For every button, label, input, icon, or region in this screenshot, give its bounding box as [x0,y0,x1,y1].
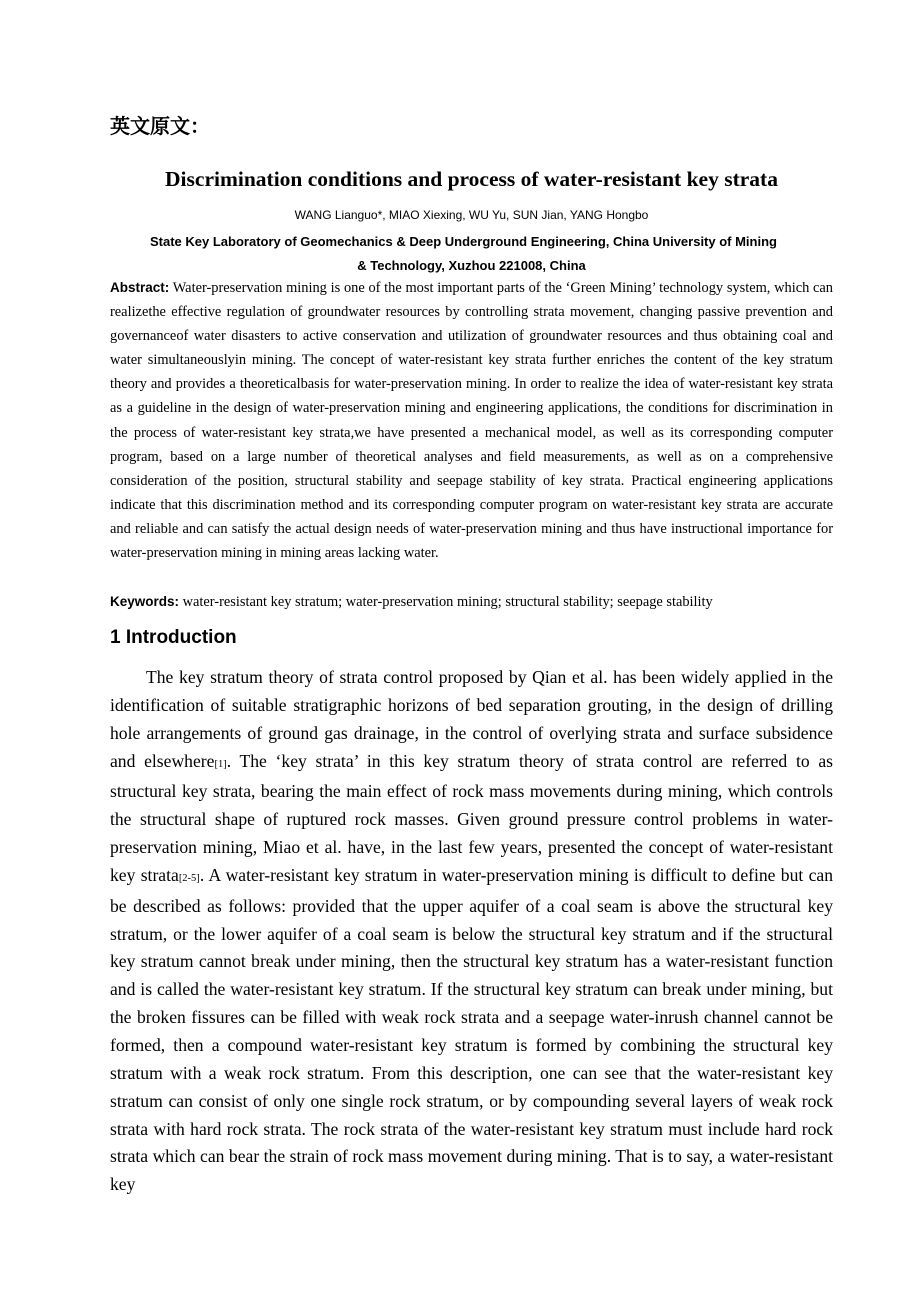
affiliation-line-1: State Key Laboratory of Geomechanics & Deep Underground Engineering, China University of Mining [150,234,777,249]
keywords-label: Keywords: [110,594,180,609]
author-list: WANG Lianguo*, MIAO Xiexing, WU Yu, SUN Jian, YANG Hongbo [294,208,649,222]
abstract [110,276,833,565]
intro-text-1: The key stratum theory of strata control proposed by Qian et al. has been widely applied in the identification of suitable stratigraphic horizons of bed separation grouting, in the design of drilling hole arrangements of ground gas drainage, in the control of overlying strata and surface subsidence and elsewhere [110,667,833,771]
intro-text-2: . The ‘key strata’ in this key stratum theory of strata control are referred to as structural key strata, bearing the main effect of rock mass movements during mining, which controls the structural shape of ruptured rock masses. Given ground pressure control problems in water-preservation mining, Miao et al. have, in the last few years, presented the concept of water-resistant key strata [110,750,833,885]
keywords-text: water-resistant key stratum; water-preservation mining; structural stability; seepage stability [179,594,713,610]
abstract-label: Abstract: [110,280,170,295]
citation-ref-1: [1] [214,758,227,770]
abstract-text: Water-preservation mining is one of the most important parts of the ‘Green Mining’ technology system, which can realizethe effective regulation of groundwater resources by controlling strata movement, changing passive prevention and governanceof water disasters to active conservation and utilization of groundwater resources and thus obtaining coal and water simultaneouslyin mining. The concept of water-resistant key strata further enriches the content of the key stratum theory and provides a theoreticalbasis for water-preservation mining. In order to realize the idea of water-resistant key strata as a guideline in the design of water-preservation mining and engineering applications, the conditions for discrimination in the process of water-resistant key strata,we have presented a mechanical model, as well as its corresponding computer program, based on a large number of theoretical analyses and field measurements, as well as on a comprehensive consideration of the position, structural stability and seepage stability of key strata. Practical engineering applications indicate that this discrimination method and its corresponding computer program on water-resistant key strata are accurate and reliable and can satisfy the actual design needs of water-preservation mining and thus have instructional importance for water-preservation mining in mining areas lacking water. [110,280,834,562]
section-heading: 1 Introduction [110,627,237,648]
affiliation [150,230,833,278]
affiliation-line-2: & Technology, Xuzhou 221008, China [357,258,586,273]
citation-ref-2: [2-5] [178,872,200,884]
chinese-section-header: 英文原文： [110,114,210,138]
introduction-paragraph [110,664,833,1199]
keywords [110,590,833,614]
paper-title: Discrimination conditions and process of water-resistant key strata [165,167,778,191]
intro-text-3: . A water-resistant key stratum in water-preservation mining is difficult to define but can be described as follows: provided that the upper aquifer of a coal seam is above the structural key stratum, or the lower aquifer of a coal seam is below the structural key stratum and if the structural key stratum cannot break under mining, then the structural key stratum has a water-resistant function and is called the water-resistant key stratum. If the structural key stratum can break under mining, but the broken fissures can be filled with weak rock strata and a seepage water-inrush channel cannot be formed, then a compound water-resistant key stratum is formed by combining the structural key stratum with a weak rock stratum. From this description, one can see that the water-resistant key stratum can consist of only one single rock stratum, or by compounding several layers of weak rock strata with hard rock strata. The rock strata of the water-resistant key stratum must include hard rock strata which can bear the strain of rock mass movement during mining. That is to say, a water-resistant key [110,864,833,1195]
